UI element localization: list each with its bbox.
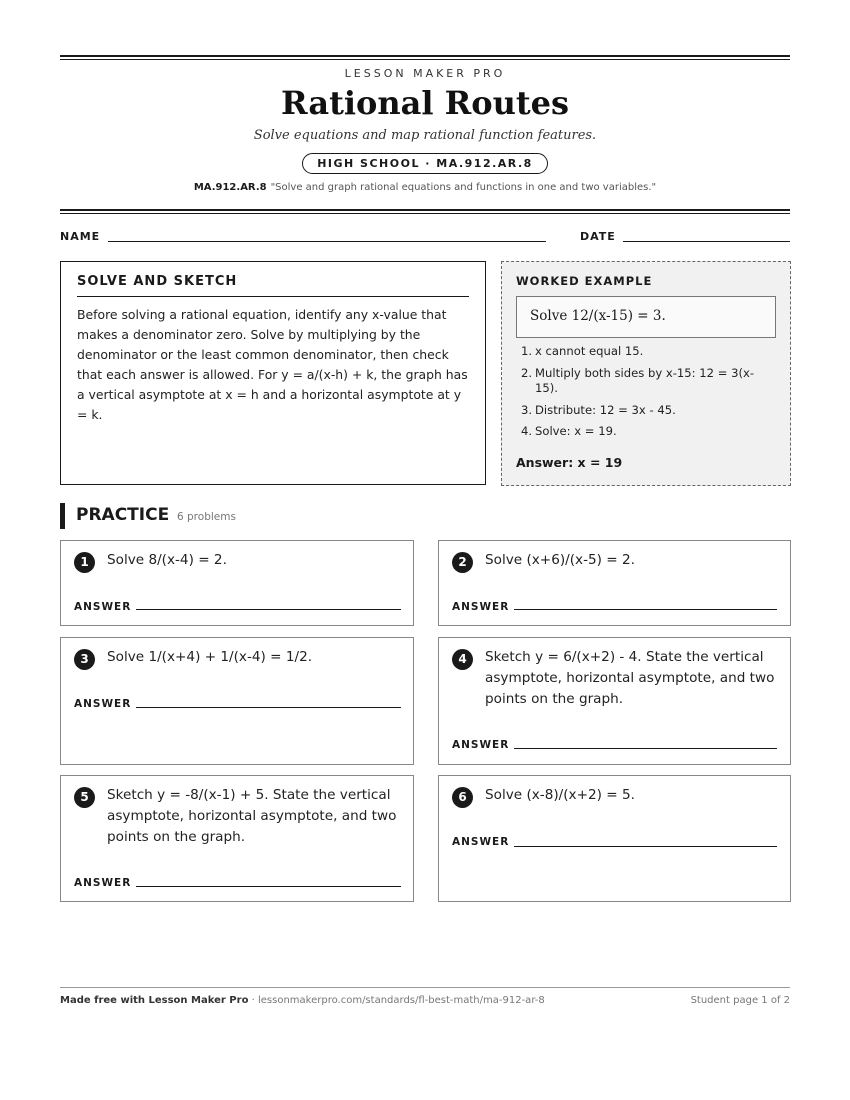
problem-number-badge: 6	[452, 787, 473, 808]
answer-label: ANSWER	[74, 601, 132, 613]
problem-card-6	[438, 775, 791, 902]
solve-and-sketch-heading: SOLVE AND SKETCH	[77, 274, 469, 297]
problem-card-1	[60, 540, 414, 626]
solve-and-sketch-box	[60, 261, 486, 485]
brand-name: LESSON MAKER PRO	[344, 67, 506, 80]
standard-line	[60, 182, 790, 193]
worked-example-step: 4. Solve: x = 19.	[521, 424, 617, 438]
answer-field[interactable]	[514, 748, 777, 749]
footer-made-with: Made free with Lesson Maker Pro	[60, 995, 249, 1006]
worked-example-problem: Solve 12/(x-15) = 3.	[516, 296, 776, 338]
problem-card-3	[60, 637, 414, 765]
problem-text: Solve 8/(x-4) = 2.	[107, 552, 227, 568]
header-bottom-rule	[60, 209, 790, 214]
worked-example-box	[501, 261, 791, 486]
footer-page-number: Student page 1 of 2	[690, 995, 790, 1006]
answer-field[interactable]	[136, 609, 401, 610]
name-field[interactable]	[108, 241, 546, 242]
practice-count: 6 problems	[177, 511, 236, 523]
footer-credit	[60, 995, 545, 1006]
problem-text: Solve (x+6)/(x-5) = 2.	[485, 552, 635, 568]
worked-example-heading: WORKED EXAMPLE	[516, 274, 653, 288]
worked-example-steps	[521, 344, 773, 446]
practice-accent-bar	[60, 503, 65, 529]
level-badge: HIGH SCHOOL · MA.912.AR.8	[302, 153, 548, 174]
answer-label: ANSWER	[452, 601, 510, 613]
answer-field[interactable]	[136, 886, 401, 887]
answer-field[interactable]	[136, 707, 401, 708]
problem-number-badge: 3	[74, 649, 95, 670]
answer-label: ANSWER	[452, 836, 510, 848]
worked-example-answer: Answer: x = 19	[516, 455, 623, 470]
worked-example-step: 2. Multiply both sides by x-15: 12 = 3(x-15).	[521, 365, 755, 395]
worksheet-subtitle: Solve equations and map rational function features.	[253, 128, 597, 143]
header-top-rule	[60, 55, 790, 60]
date-field[interactable]	[623, 241, 790, 242]
footer-url[interactable]: · lessonmakerpro.com/standards/fl-best-math/ma-912-ar-8	[248, 995, 545, 1006]
date-label: DATE	[580, 230, 616, 243]
problem-text: Solve 1/(x+4) + 1/(x-4) = 1/2.	[107, 649, 313, 665]
name-label: NAME	[60, 230, 101, 243]
answer-label: ANSWER	[74, 877, 132, 889]
standard-text: "Solve and graph rational equations and functions in one and two variables."	[270, 182, 657, 193]
problem-number-badge: 4	[452, 649, 473, 670]
problem-number-badge: 1	[74, 552, 95, 573]
worked-example-step: 3. Distribute: 12 = 3x - 45.	[521, 402, 676, 417]
worksheet-page	[60, 0, 790, 1100]
footer-rule	[60, 987, 790, 988]
problem-text: Sketch y = 6/(x+2) - 4. State the vertical asymptote, horizontal asymptote, and two points on the graph.	[485, 649, 775, 707]
answer-label: ANSWER	[74, 698, 132, 710]
worked-example-step: 1. x cannot equal 15.	[521, 344, 644, 358]
problem-number-badge: 2	[452, 552, 473, 573]
answer-field[interactable]	[514, 609, 777, 610]
problem-text: Solve (x-8)/(x+2) = 5.	[485, 787, 635, 803]
problem-text: Sketch y = -8/(x-1) + 5. State the vertical asymptote, horizontal asymptote, and two points on the graph.	[107, 787, 397, 845]
answer-field[interactable]	[514, 846, 777, 847]
problem-card-4	[438, 637, 791, 765]
worksheet-title: Rational Routes	[281, 84, 569, 122]
answer-label: ANSWER	[452, 739, 510, 751]
problem-card-5	[60, 775, 414, 902]
standard-code: MA.912.AR.8	[193, 182, 267, 193]
problem-number-badge: 5	[74, 787, 95, 808]
practice-heading: PRACTICE	[76, 505, 170, 525]
solve-and-sketch-body: Before solving a rational equation, identify any x-value that makes a denominator zero. Solve by multiplying by the denominator or the least common denominator, then check that each answer is allowed. For y = a/(x-h) + k, the graph has a vertical asymptote at x = h and a horizontal asymptote at y = k.	[77, 307, 468, 422]
problem-card-2	[438, 540, 791, 626]
